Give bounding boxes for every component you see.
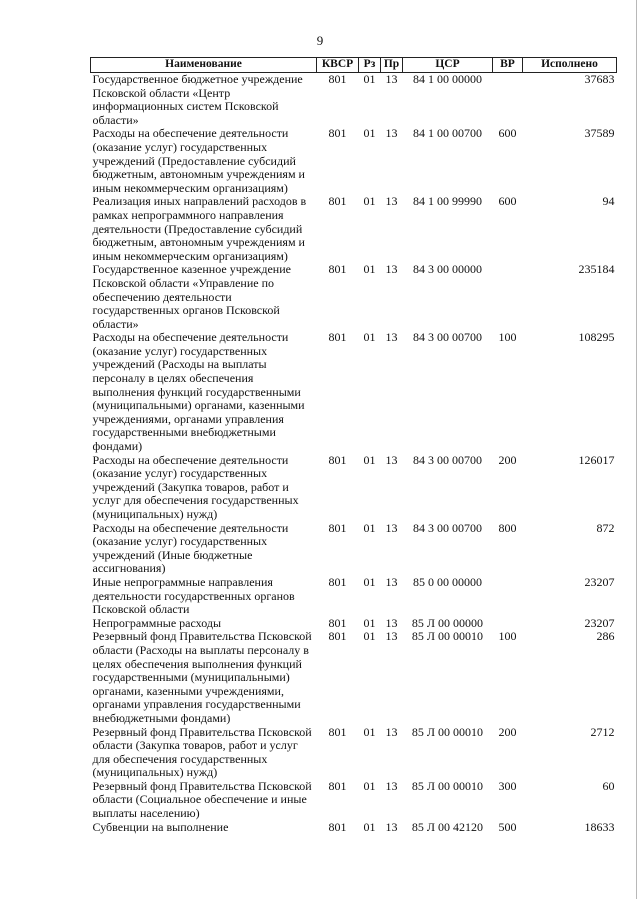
row-kvsr: 801 bbox=[328, 574, 347, 589]
table-row bbox=[91, 821, 617, 835]
header-name: Наименование bbox=[91, 58, 317, 73]
table-row bbox=[91, 617, 617, 631]
row-rz: 01 bbox=[363, 262, 376, 277]
row-kvsr: 801 bbox=[328, 452, 347, 467]
header-rz: Рз bbox=[359, 58, 381, 73]
row-vr: 200 bbox=[498, 452, 517, 467]
table-row bbox=[91, 331, 617, 453]
row-rz: 01 bbox=[363, 629, 376, 644]
row-executed: 286 bbox=[596, 629, 615, 644]
table-row bbox=[91, 195, 617, 263]
row-csr: 85 Л 00 42120 bbox=[411, 819, 484, 834]
row-name: Субвенции на выполнение bbox=[92, 819, 229, 834]
row-executed: 126017 bbox=[578, 452, 615, 467]
row-vr bbox=[493, 576, 523, 617]
row-executed: 872 bbox=[596, 520, 615, 535]
row-pr: 13 bbox=[385, 262, 398, 277]
row-pr: 13 bbox=[385, 126, 398, 141]
budget-execution-table bbox=[90, 57, 617, 834]
table-row bbox=[91, 780, 617, 821]
row-csr: 84 1 00 00000 bbox=[413, 72, 482, 86]
row-kvsr: 801 bbox=[328, 520, 347, 535]
row-csr: 84 1 00 00700 bbox=[413, 126, 482, 141]
row-kvsr: 801 bbox=[328, 615, 347, 630]
table-row bbox=[91, 263, 617, 331]
row-name: Государственное казенное учреждение Псковской области «Управление по обеспечению деятельности государственных органов Псковской области» bbox=[92, 262, 291, 331]
row-csr: 84 3 00 00700 bbox=[413, 452, 482, 467]
row-rz: 01 bbox=[363, 126, 376, 141]
row-pr: 13 bbox=[385, 194, 398, 209]
row-name: Расходы на обеспечение деятельности (оказание услуг) государственных учреждений (Расходы на выплаты персоналу в целях обеспечения выполнения функций государственными (муниципальными) органами, казенными учреждениями, органами управления государственными внебюджетными фондами) bbox=[92, 330, 305, 454]
row-vr bbox=[493, 73, 523, 128]
row-kvsr: 801 bbox=[328, 629, 347, 644]
header-csr: ЦСР bbox=[403, 58, 493, 73]
row-csr: 84 1 00 99990 bbox=[413, 194, 482, 209]
row-kvsr: 801 bbox=[328, 819, 347, 834]
row-vr: 600 bbox=[498, 126, 517, 141]
row-kvsr: 801 bbox=[328, 724, 347, 739]
row-name: Непрограммные расходы bbox=[92, 615, 222, 630]
row-rz: 01 bbox=[363, 452, 376, 467]
row-name: Государственное бюджетное учреждение Псковской области «Центр информационных систем Псковской области» bbox=[92, 72, 303, 127]
row-executed: 23207 bbox=[584, 615, 615, 630]
row-vr: 500 bbox=[498, 819, 517, 834]
row-vr bbox=[493, 263, 523, 331]
header-vr: ВР bbox=[493, 58, 523, 73]
row-executed: 37683 bbox=[584, 72, 615, 86]
row-vr: 300 bbox=[498, 778, 517, 793]
row-name: Резервный фонд Правительства Псковской области (Расходы на выплаты персоналу в целях обеспечения выполнения функций государственными (муниципальными) органами, казенными учреждениями, органами управления государственными внебюджетными фондами) bbox=[92, 629, 312, 725]
header-kvsr: КВСР bbox=[317, 58, 359, 73]
row-executed: 60 bbox=[602, 778, 615, 793]
row-name: Расходы на обеспечение деятельности (оказание услуг) государственных учреждений (Закупка товаров, работ и услуг для обеспечения государственных (муниципальных) нужд) bbox=[92, 452, 299, 521]
row-name: Расходы на обеспечение деятельности (оказание услуг) государственных учреждений (Иные бюджетные ассигнования) bbox=[92, 520, 289, 576]
row-pr: 13 bbox=[385, 819, 398, 834]
row-name: Резервный фонд Правительства Псковской области (Социальное обеспечение и иные выплаты населению) bbox=[92, 778, 312, 821]
row-vr: 800 bbox=[498, 520, 517, 535]
table-row bbox=[91, 576, 617, 617]
row-vr: 600 bbox=[498, 194, 517, 209]
row-kvsr: 801 bbox=[328, 778, 347, 793]
row-executed: 23207 bbox=[584, 574, 615, 589]
table-row bbox=[91, 73, 617, 128]
row-kvsr: 801 bbox=[328, 126, 347, 141]
row-rz: 01 bbox=[363, 778, 376, 793]
row-pr: 13 bbox=[385, 778, 398, 793]
row-pr: 13 bbox=[385, 574, 398, 589]
row-pr: 13 bbox=[385, 520, 398, 535]
row-pr: 13 bbox=[385, 72, 398, 86]
row-name: Резервный фонд Правительства Псковской области (Закупка товаров, работ и услуг для обеспечения государственных (муниципальных) нужд) bbox=[92, 724, 312, 780]
table-row bbox=[91, 127, 617, 195]
row-rz: 01 bbox=[363, 194, 376, 209]
table-row bbox=[91, 454, 617, 522]
row-csr: 85 Л 00 00010 bbox=[411, 629, 484, 644]
row-csr: 85 Л 00 00010 bbox=[411, 724, 484, 739]
row-kvsr: 801 bbox=[328, 262, 347, 277]
header-executed: Исполнено bbox=[523, 58, 617, 73]
row-name: Иные непрограммные направления деятельности государственных органов Псковской области bbox=[92, 574, 295, 617]
row-kvsr: 801 bbox=[328, 194, 347, 209]
row-rz: 01 bbox=[363, 520, 376, 535]
header-pr: Пр bbox=[381, 58, 403, 73]
row-rz: 01 bbox=[363, 574, 376, 589]
row-kvsr: 801 bbox=[328, 330, 347, 345]
row-csr: 84 3 00 00000 bbox=[413, 262, 482, 277]
row-executed: 108295 bbox=[578, 330, 615, 345]
row-pr: 13 bbox=[385, 629, 398, 644]
row-rz: 01 bbox=[363, 615, 376, 630]
row-executed: 18633 bbox=[584, 819, 615, 834]
row-executed: 2712 bbox=[590, 724, 615, 739]
row-pr: 13 bbox=[385, 452, 398, 467]
row-pr: 13 bbox=[385, 615, 398, 630]
row-kvsr: 801 bbox=[328, 72, 347, 86]
row-csr: 85 Л 00 00000 bbox=[411, 615, 484, 630]
row-vr: 200 bbox=[498, 724, 517, 739]
page-edge-line bbox=[636, 0, 637, 899]
table-row bbox=[91, 522, 617, 576]
row-pr: 13 bbox=[385, 724, 398, 739]
row-rz: 01 bbox=[363, 72, 376, 86]
table-header-row bbox=[91, 58, 617, 73]
row-vr bbox=[493, 617, 523, 631]
row-vr: 100 bbox=[498, 629, 517, 644]
row-rz: 01 bbox=[363, 724, 376, 739]
row-csr: 84 3 00 00700 bbox=[413, 520, 482, 535]
row-csr: 85 0 00 00000 bbox=[413, 574, 482, 589]
row-executed: 37589 bbox=[584, 126, 615, 141]
row-pr: 13 bbox=[385, 330, 398, 345]
row-rz: 01 bbox=[363, 330, 376, 345]
table-row bbox=[91, 726, 617, 780]
row-name: Реализация иных направлений расходов в рамках непрограммного направления деятельности (Предоставление субсидий бюджетным, автономным учреждениям и иным некоммерческим организациям) bbox=[92, 194, 307, 263]
row-executed: 94 bbox=[602, 194, 615, 209]
table-row bbox=[91, 630, 617, 725]
row-executed: 235184 bbox=[578, 262, 615, 277]
row-csr: 84 3 00 00700 bbox=[413, 330, 482, 345]
row-vr: 100 bbox=[498, 330, 517, 345]
page-number: 9 bbox=[316, 33, 324, 48]
row-csr: 85 Л 00 00010 bbox=[411, 778, 484, 793]
row-rz: 01 bbox=[363, 819, 376, 834]
row-name: Расходы на обеспечение деятельности (оказание услуг) государственных учреждений (Предоставление субсидий бюджетным, автономным учреждениям и иным некоммерческим организациям) bbox=[92, 126, 305, 195]
